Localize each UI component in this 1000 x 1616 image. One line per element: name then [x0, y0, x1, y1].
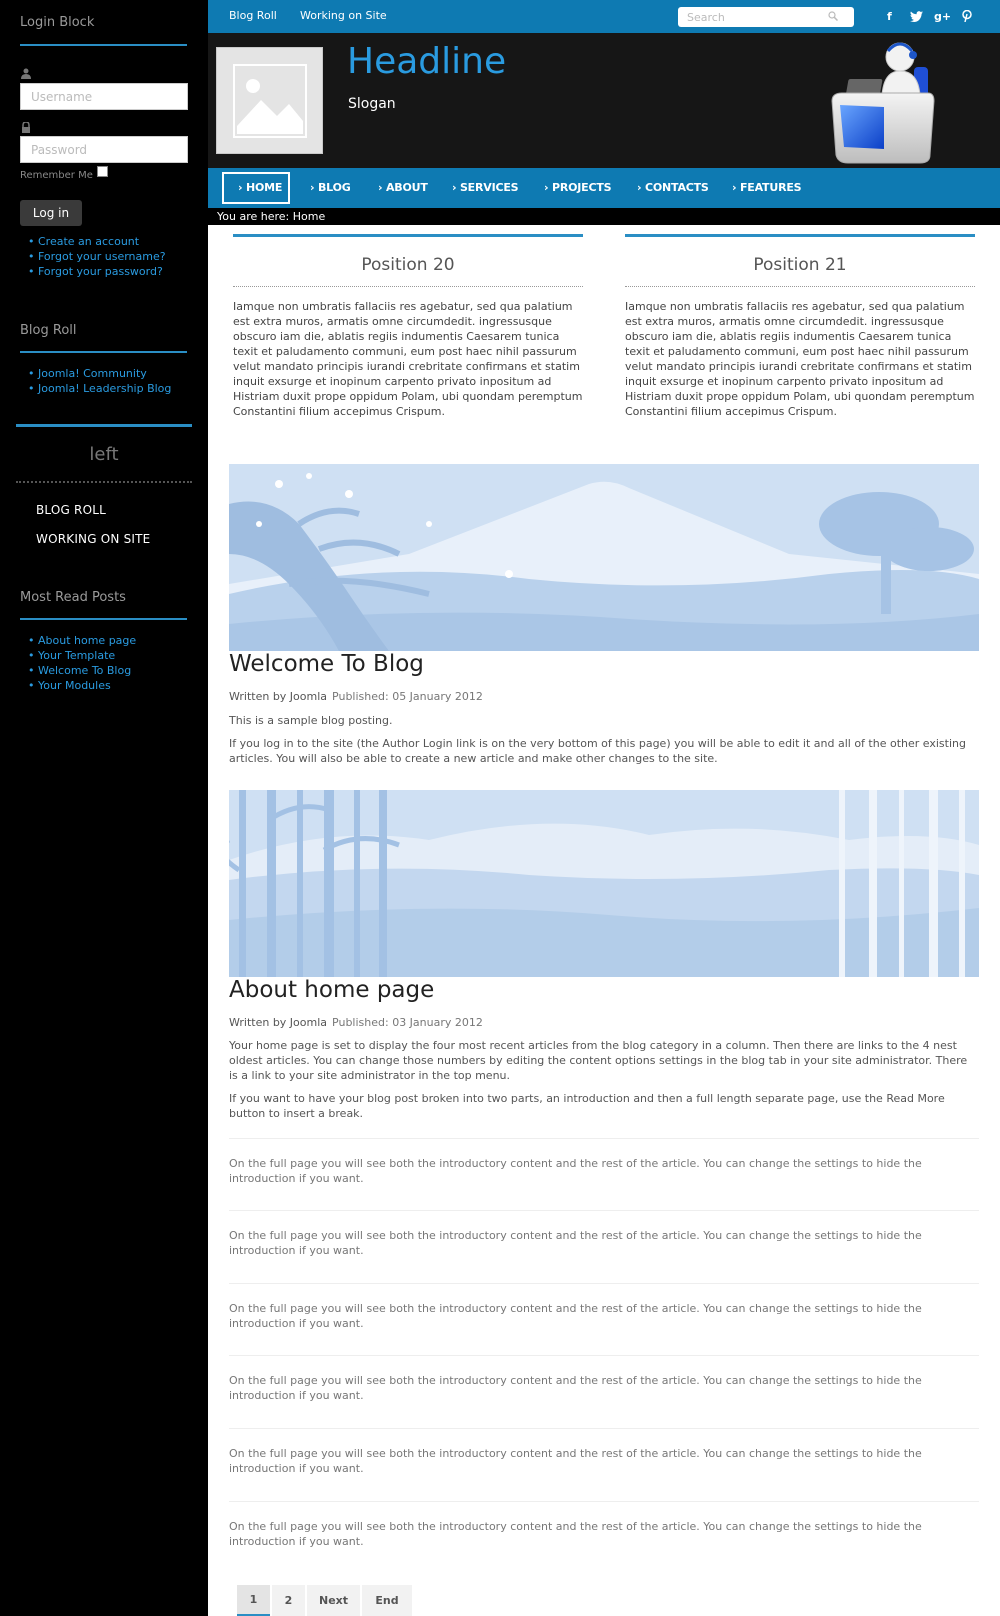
article-1-meta [229, 690, 483, 703]
left-sidebar [0, 0, 208, 1616]
breadcrumb [208, 208, 1000, 225]
account-links [28, 234, 166, 279]
remember-me-label: Remember Me [20, 170, 93, 181]
end-page-button[interactable]: End [362, 1585, 412, 1616]
nav-projects[interactable]: › PROJECTS [544, 181, 612, 194]
article-2-meta [229, 1016, 483, 1029]
article-1-title[interactable]: Welcome To Blog [229, 651, 424, 677]
full-page-text-3: On the full page you will see both the introductory content and the rest of the article. You can change the settings to hide the introduction if you want. [229, 1302, 922, 1330]
separator-6 [229, 1501, 979, 1502]
separator-5 [229, 1428, 979, 1429]
most-read-your-template[interactable]: • Your Template [28, 648, 136, 663]
most-read-about-home[interactable]: • About home page [28, 633, 136, 648]
left-menu-blog-roll[interactable]: BLOG ROLL [36, 503, 107, 517]
password-input[interactable]: Password [20, 136, 188, 163]
separator-3 [229, 1283, 979, 1284]
image-placeholder-icon [233, 64, 307, 138]
google-plus-icon[interactable]: g+ [934, 10, 952, 23]
article-1-published: Published: 05 January 2012 [332, 690, 483, 703]
search-icon[interactable] [828, 11, 838, 21]
article-1-paragraph-2: If you log in to the site (the Author Login link is on the very bottom of this page) you will be able to edit it and all of the other existing articles. You will also be able to create a new article and make other changes to the site. [229, 737, 966, 765]
site-slogan: Slogan [348, 96, 396, 112]
separator-4 [229, 1355, 979, 1356]
breadcrumb-prefix: You are here: [217, 210, 290, 223]
nav-about[interactable]: › ABOUT [378, 181, 428, 194]
nav-home[interactable]: › HOME [238, 181, 283, 194]
position-20-module [233, 234, 583, 419]
position-20-top-border [233, 234, 583, 237]
top-bar [208, 0, 1000, 33]
full-page-text-2: On the full page you will see both the introductory content and the rest of the article. You can change the settings to hide the introduction if you want. [229, 1229, 922, 1257]
site-header [208, 33, 1000, 168]
pinterest-icon[interactable] [962, 10, 972, 22]
position-21-divider [625, 286, 975, 287]
left-block-title: left [89, 444, 119, 465]
article-2-paragraph-2: If you want to have your blog post broken into two parts, an introduction and then a full length separate page, use the Read More button to insert a break. [229, 1092, 945, 1120]
main-navigation [208, 168, 1000, 208]
login-block-title: Login Block [20, 15, 95, 30]
article-2-banner-image [229, 790, 979, 977]
nav-services[interactable]: › SERVICES [452, 181, 519, 194]
login-title-divider [20, 44, 187, 46]
left-block-divider [16, 424, 192, 427]
top-link-blog-roll[interactable]: Blog Roll [229, 9, 277, 22]
most-read-links [28, 633, 136, 693]
most-read-divider [20, 618, 187, 620]
position-20-text: Iamque non umbratis fallaciis res agebatur, sed qua palatium est extra muros, armatis omne circumdedit. ingressusque obscuro iam die, ablatis regiis indumentis Caesarem tunica texit et paludamento communi, eum post haec nihil passurum velut mandato principis iurandi crebritate confirmans et statim inquit exsurge et inopinum carpento privato inpositum ad Histriam duxit prope oppidum Polam, ubi quondam peremptum Constantini filium accepimus Crispum. [233, 300, 583, 418]
article-1-author: Written by Joomla [229, 690, 328, 703]
full-page-text-5: On the full page you will see both the introductory content and the rest of the article. You can change the settings to hide the introduction if you want. [229, 1447, 922, 1475]
logo-placeholder[interactable] [216, 47, 323, 154]
joomla-community-link[interactable]: • Joomla! Community [28, 366, 171, 381]
create-account-link[interactable]: • Create an account [28, 234, 166, 249]
search-input[interactable] [678, 7, 854, 27]
user-icon [21, 68, 31, 79]
blogroll-divider [20, 351, 187, 353]
article-2-author: Written by Joomla [229, 1016, 328, 1029]
left-block-dotted-divider [16, 481, 192, 483]
joomla-leadership-link[interactable]: • Joomla! Leadership Blog [28, 381, 171, 396]
top-link-working-on-site[interactable]: Working on Site [300, 9, 387, 22]
article-1-banner-image [229, 464, 979, 651]
most-read-title: Most Read Posts [20, 590, 126, 605]
most-read-your-modules[interactable]: • Your Modules [28, 678, 136, 693]
article-2-published: Published: 03 January 2012 [332, 1016, 483, 1029]
nav-blog[interactable]: › BLOG [310, 181, 351, 194]
search-placeholder: Search [687, 10, 725, 24]
twitter-icon[interactable] [910, 11, 923, 22]
remember-me-checkbox[interactable] [97, 166, 108, 177]
position-21-text: Iamque non umbratis fallaciis res agebatur, sed qua palatium est extra muros, armatis omne circumdedit. ingressusque obscuro iam die, ablatis regiis indumentis Caesarem tunica texit et paludamento communi, eum post haec nihil passurum velut mandato principis iurandi crebritate confirmans et statim inquit exsurge et inopinum carpento privato inpositum ad Histriam duxit prope oppidum Polam, ubi quondam peremptum Constantini filium accepimus Crispum. [625, 300, 975, 418]
facebook-icon[interactable]: f [887, 10, 892, 23]
position-21-title: Position 21 [753, 255, 847, 275]
lock-icon [21, 122, 31, 133]
forgot-username-link[interactable]: • Forgot your username? [28, 249, 166, 264]
nav-features[interactable]: › FEATURES [732, 181, 802, 194]
separator-2 [229, 1210, 979, 1211]
article-1-paragraph-1: This is a sample blog posting. [229, 714, 393, 727]
page-1-button[interactable]: 1 [237, 1585, 270, 1616]
breadcrumb-current[interactable]: Home [292, 210, 326, 223]
next-page-button[interactable]: Next [307, 1585, 360, 1616]
login-button[interactable]: Log in [20, 200, 82, 226]
article-2-paragraph-1: Your home page is set to display the four most recent articles from the blog category in a column. Then there are links to the 4 nest oldest articles. You can change those numbers by editing the content options settings in the blog tab in your site administrator. There is a link to your site administrator in the top menu. [229, 1039, 968, 1082]
separator-1 [229, 1138, 979, 1139]
remember-me [20, 170, 108, 181]
full-page-text-6: On the full page you will see both the introductory content and the rest of the article. You can change the settings to hide the introduction if you want. [229, 1520, 922, 1548]
nav-contacts[interactable]: › CONTACTS [637, 181, 709, 194]
most-read-welcome-blog[interactable]: • Welcome To Blog [28, 663, 136, 678]
support-mascot-icon [826, 37, 941, 165]
site-headline: Headline [347, 41, 507, 82]
page-2-button[interactable]: 2 [272, 1585, 305, 1616]
position-20-divider [233, 286, 583, 287]
blogroll-title: Blog Roll [20, 323, 77, 338]
full-page-text-1: On the full page you will see both the introductory content and the rest of the article. You can change the settings to hide the introduction if you want. [229, 1157, 922, 1185]
blogroll-links [28, 366, 171, 396]
left-menu-working-on-site[interactable]: WORKING ON SITE [36, 532, 151, 546]
username-input[interactable]: Username [20, 83, 188, 110]
position-20-title: Position 20 [361, 255, 455, 275]
full-page-text-4: On the full page you will see both the introductory content and the rest of the article. You can change the settings to hide the introduction if you want. [229, 1374, 922, 1402]
position-21-module [625, 234, 975, 419]
article-2-title[interactable]: About home page [229, 977, 435, 1003]
forgot-password-link[interactable]: • Forgot your password? [28, 264, 166, 279]
position-21-top-border [625, 234, 975, 237]
